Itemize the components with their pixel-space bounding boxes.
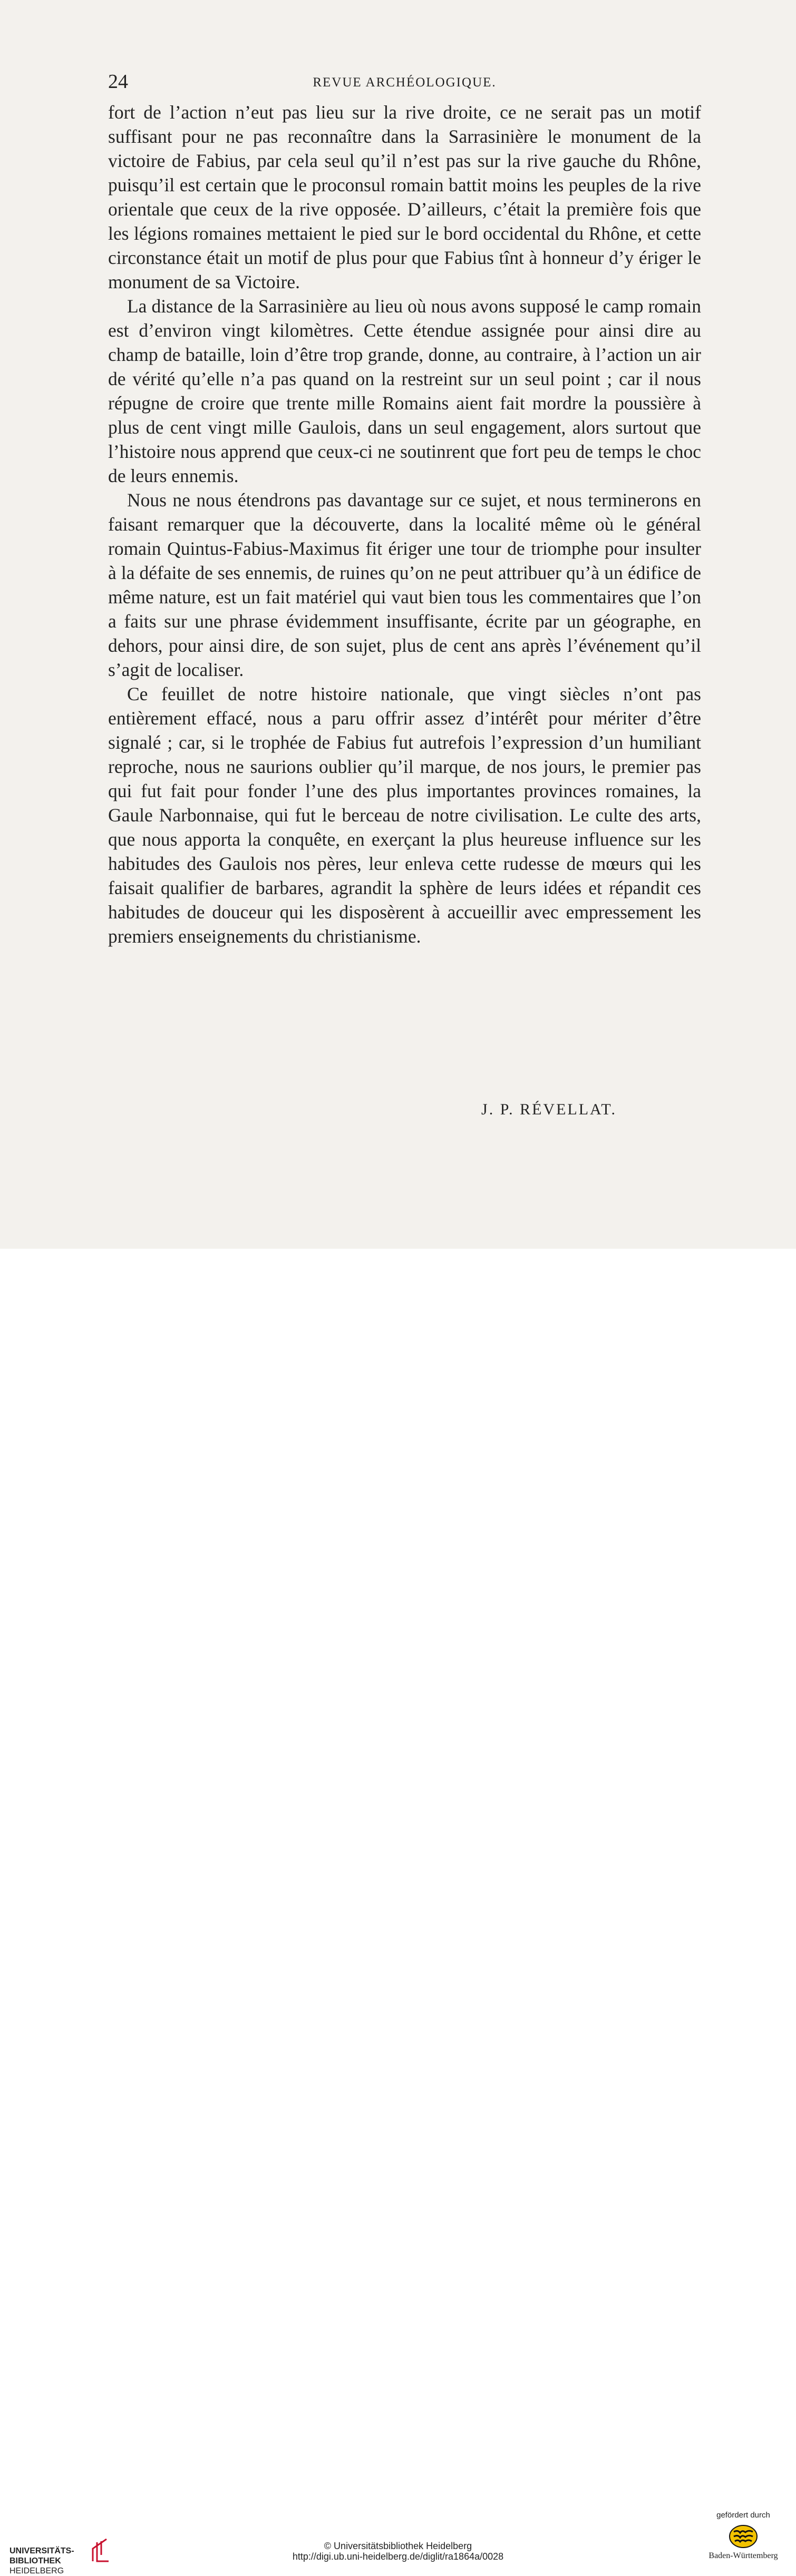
paragraph-4: Ce feuillet de notre histoire nationale, que vingt siècles n’ont pas entièrement effacé, nous a paru offrir assez d’intérêt pour mériter d’être signalé ; car, si le trophée de Fabius fut autrefois l’expression d’un humiliant reproche, nous ne saurions oublier qu’il marque, de nos jours, le premier pas qui fut fait pour fonder l’une des plus importantes provinces romaines, la Gaule Narbonnaise, qui fut le berceau de notre civilisation. Le culte des arts, que nous apporta la conquête, en exerçant la plus heureuse influence sur les habitudes des Gaulois nos pères, leur enleva cette rudesse de mœurs qui les faisait qualifier de barbares, agrandit la sphère de leurs idées et répandit ces habitudes de douceur qui les disposèrent à accueillir avec empressement les premiers enseignements du christianisme. xyxy=(108,683,701,947)
running-title: REVUE ARCHÉOLOGIQUE. xyxy=(313,75,497,90)
library-name-line1: UNIVERSITÄTS- xyxy=(9,2546,74,2555)
coat-of-arms-icon xyxy=(729,2524,758,2549)
paragraph-2: La distance de la Sarrasinière au lieu où nous avons supposé le camp romain est d’environ vingt kilomètres. Cette étendue assignée pour ainsi dire au champ de bataille, loin d’être trop grande, donne, au contraire, à l’action un air de vérité qu’elle n’a pas quand on la restreint sur un seul point ; car il nous répugne de croire que trente mille Romains aient fait mordre la poussière à plus de cent vingt mille Gaulois, dans un seul engagement, alors surtout que l’histoire nous apprend que ceux-ci ne soutinrent que fort peu de temps le choc de leurs ennemis. xyxy=(108,296,701,486)
author-signature: J. P. RÉVELLAT. xyxy=(481,1101,617,1118)
page-header xyxy=(108,68,701,95)
digitization-footer xyxy=(0,1249,796,2575)
paragraph-3: Nous ne nous étendrons pas davantage sur ce sujet, et nous terminerons en faisant remarquer que la découverte, dans la localité même où le général romain Quintus-Fabius-Maximus fit ériger une tour de triomphe pour insulter à la défaite de ses ennemis, de ruines qu’on ne peut attribuer qu’à un édifice de même nature, est un fait matériel qui vaut bien tous les commentaires que l’on a faits sur une phrase évidemment insuffisante, écrite par un géographe, en dehors, pour ainsi dire, de son sujet, plus de cent ans après l’événement qu’il s’agit de localiser. xyxy=(108,489,701,680)
sponsor-name: Baden-Württemberg xyxy=(708,2551,778,2560)
page-number: 24 xyxy=(108,71,128,93)
article-body xyxy=(108,100,701,948)
library-name-line2: BIBLIOTHEK xyxy=(9,2557,61,2565)
permalink-url[interactable]: http://digi.ub.uni-heidelberg.de/diglit/ra1864a/0028 xyxy=(292,2551,504,2562)
paragraph-1: fort de l’action n’eut pas lieu sur la rive droite, ce ne serait pas un motif suffisant pour ne pas reconnaître dans la Sarrasinière le monument de la victoire de Fabius, par cela seul qu’il n’est pas sur la rive gauche du Rhône, puisqu’il est certain que le proconsul romain battit moins les peuples de la rive orientale que ceux de la rive opposée. D’ailleurs, c’était la première fois que les légions romaines mettaient le pied sur le bord occidental du Rhône, et cette circonstance était un motif de plus pour que Fabius tînt à honneur d’y ériger le monument de sa Victoire. xyxy=(108,102,701,292)
sponsor-block xyxy=(696,2511,791,2561)
library-name-line3: HEIDELBERG xyxy=(9,2567,64,2575)
sponsor-label: gefördert durch xyxy=(716,2511,770,2520)
scanned-page xyxy=(0,0,796,1249)
copyright-notice: © Universitätsbibliothek Heidelberg xyxy=(324,2541,472,2551)
